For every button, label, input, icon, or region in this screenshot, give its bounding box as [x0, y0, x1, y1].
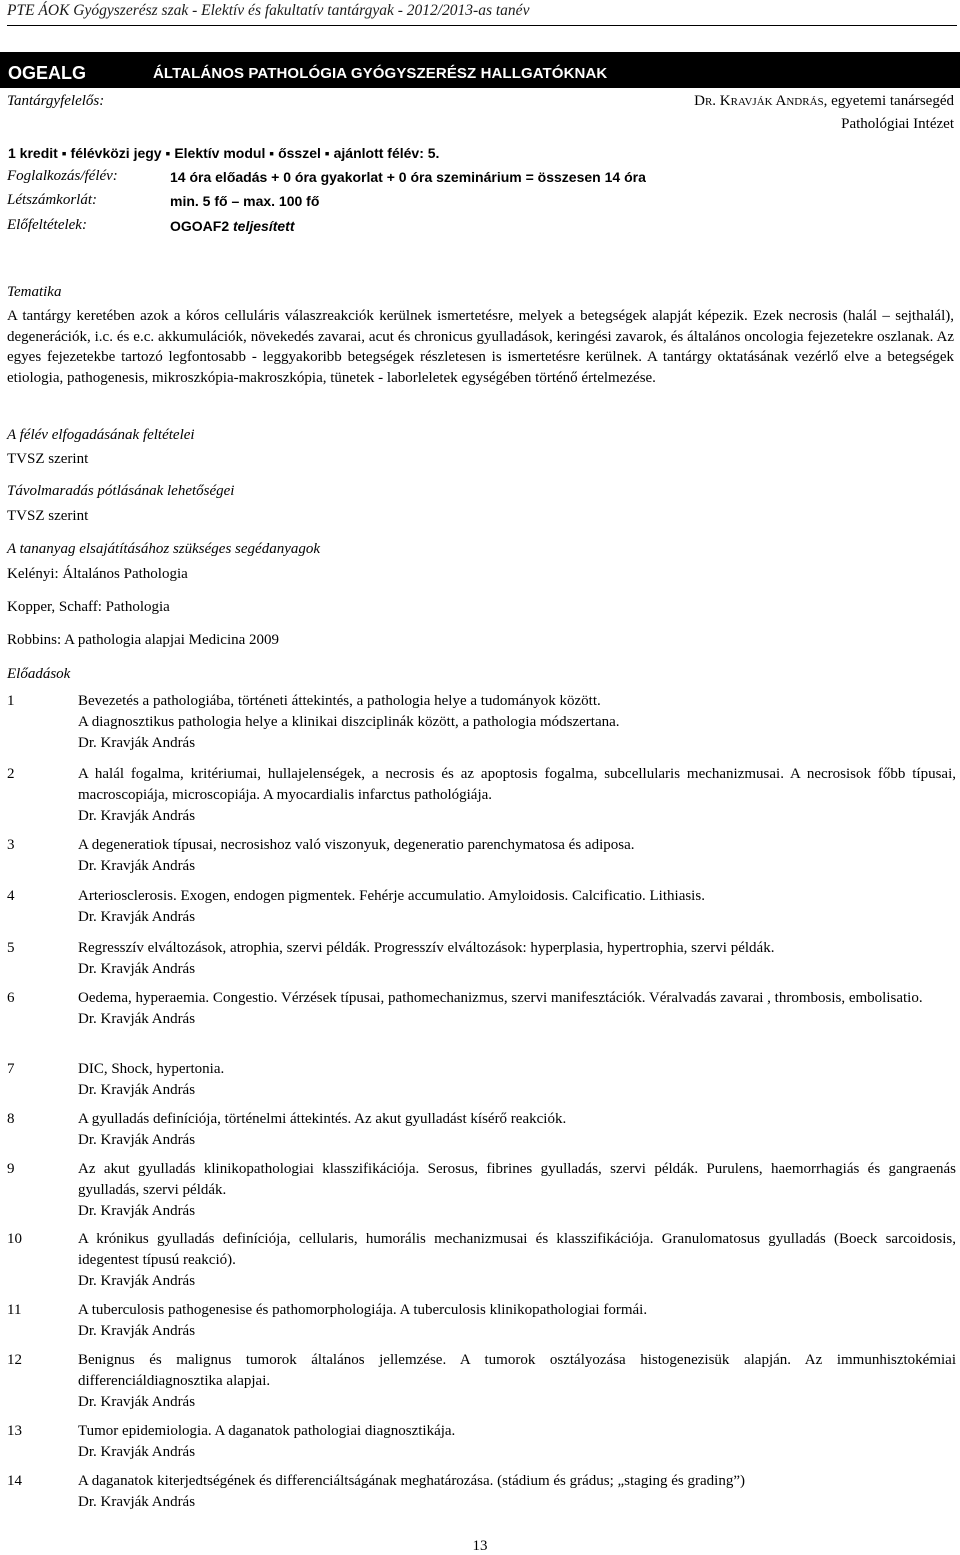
lecture-topic: A krónikus gyulladás definíciója, cellularis, humorális mechanizmusai és klasszifikációja. Granulomatosus gyulladás (Boeck sarcoidosis, idegentest típusú reakció). — [78, 1231, 956, 1268]
lecturer-name: Dr. Kravják András — [78, 1202, 196, 1219]
lecturer-name: Dr. Kravják András — [78, 807, 196, 824]
prereq-code: OGOAF2 — [170, 218, 230, 234]
hours-label: Foglalkozás/félév: — [7, 168, 118, 184]
lecturer-name: Dr. Kravják András — [78, 1010, 196, 1027]
lecturer-name: Dr. Kravják András — [78, 1081, 196, 1098]
course-title-bar — [0, 52, 960, 88]
lecturer-name: Dr. Kravják András — [78, 1493, 196, 1510]
lecture-topic: Regresszív elváltozások, atrophia, szervi példák. Progresszív elváltozások: hyperplasia, hypertrophia, szervi példák. — [78, 940, 775, 956]
prereq-status: teljesített — [233, 218, 295, 234]
responsible-role: , egyetemi tanársegéd — [823, 93, 954, 109]
lecture-number: 2 — [7, 766, 15, 782]
lecture-topic: Arteriosclerosis. Exogen, endogen pigmentek. Fehérje accumulatio. Amyloidosis. Calcificatio. Lithiasis. — [78, 888, 705, 904]
responsible-label: Tantárgyfelelős: — [7, 93, 105, 109]
lecturer-name: Dr. Kravják András — [78, 1131, 196, 1148]
lecture-topic: DIC, Shock, hypertonia. — [78, 1061, 225, 1077]
lecture-number: 6 — [7, 990, 15, 1006]
course-info-line: 1 kredit ▪ félévközi jegy ▪ Elektív modul ▪ ősszel ▪ ajánlott félév: 5. — [8, 145, 440, 161]
lecture-number: 4 — [7, 888, 15, 904]
lecturer-name: Dr. Kravják András — [78, 908, 196, 925]
running-header: PTE ÁOK Gyógyszerész szak - Elektív és fakultatív tantárgyak - 2012/2013-as tanév — [7, 2, 957, 26]
lecture-topic: A tuberculosis pathogenesise és pathomorphologiája. A tuberculosis klinikopathologiai formái. — [78, 1302, 648, 1318]
lecture-topic: A gyulladás definíciója, történelmi áttekintés. Az akut gyulladást kísérő reakciók. — [78, 1111, 567, 1127]
lecture-topic: Bevezetés a pathologiába, történeti áttekintés, a pathologia helye a tudományok között. — [78, 693, 601, 709]
lecture-topic: Oedema, hyperaemia. Congestio. Vérzések típusai, pathomechanizmus, szervi manifesztációk. Véralvadás zavarai , thrombosis, embolisatio. — [78, 990, 923, 1006]
lecture-number: 14 — [7, 1473, 22, 1489]
prereq-label: Előfeltételek: — [7, 217, 87, 233]
lecture-number: 10 — [7, 1231, 22, 1247]
lecture-topic: A daganatok kiterjedtségének és differenciáltságának meghatározása. (stádium és grádus; „staging és grading”) — [78, 1473, 745, 1489]
lecture-number: 5 — [7, 940, 15, 956]
course-code: OGEALG — [8, 63, 87, 83]
responsible-name: Dr. Kravják András — [694, 93, 824, 109]
lecture-number: 8 — [7, 1111, 15, 1127]
lecturer-name: Dr. Kravják András — [78, 1272, 196, 1289]
lecture-number: 3 — [7, 837, 15, 853]
lecture-number: 13 — [7, 1423, 22, 1439]
absence-value: TVSZ szerint — [7, 508, 89, 524]
lecture-topic-continued: A diagnosztikus pathologia helye a klinikai diszciplinák között, a pathologia módszertana. — [78, 713, 620, 730]
responsible-person — [694, 93, 954, 110]
lecturer-name: Dr. Kravják András — [78, 734, 196, 751]
lecturer-name: Dr. Kravják András — [78, 857, 196, 874]
lectures-heading: Előadások — [7, 666, 71, 682]
lecturer-name: Dr. Kravják András — [78, 1393, 196, 1410]
lecture-number: 12 — [7, 1352, 22, 1368]
lecturer-name: Dr. Kravják András — [78, 960, 196, 977]
limit-label: Létszámkorlát: — [7, 192, 97, 208]
lecture-topic: A halál fogalma, kritériumai, hullajelenségek, a necrosis és az apoptosis fogalma, subcellularis mechanizmusai. A necrosisok főbb típusai, macroscopiája, microscopiája. A myocardialis infarctus pathológiája. — [78, 766, 956, 803]
lecture-number: 7 — [7, 1061, 15, 1077]
material-item: Kelényi: Általános Pathologia — [7, 566, 188, 582]
lecture-number: 1 — [7, 693, 15, 709]
material-item: Robbins: A pathologia alapjai Medicina 2009 — [7, 632, 280, 648]
prereq-value — [170, 218, 294, 234]
lecture-number: 11 — [7, 1302, 22, 1318]
page-number: 13 — [472, 1538, 488, 1554]
lecturer-name: Dr. Kravják András — [78, 1322, 196, 1339]
lecturer-name: Dr. Kravják András — [78, 1443, 196, 1460]
lecture-topic: A degeneratiok típusai, necrosishoz való viszonyuk, degeneratio parenchymatosa és adiposa. — [78, 837, 635, 853]
hours-value: 14 óra előadás + 0 óra gyakorlat + 0 óra szeminárium = összesen 14 óra — [170, 169, 646, 185]
tematika-heading: Tematika — [7, 284, 62, 300]
requirements-heading: A félév elfogadásának feltételei — [7, 427, 195, 443]
requirements-value: TVSZ szerint — [7, 451, 89, 467]
course-title: ÁLTALÁNOS PATHOLÓGIA GYÓGYSZERÉSZ HALLGATÓKNAK — [153, 65, 608, 82]
absence-heading: Távolmaradás pótlásának lehetőségei — [7, 483, 235, 499]
lecture-topic: Tumor epidemiologia. A daganatok pathologiai diagnosztikája. — [78, 1423, 456, 1439]
lecture-topic: Benignus és malignus tumorok általános jellemzése. A tumorok osztályozása histogenezisük alapján. Az immunhisztokémiai differenciáldiagnosztika alapjai. — [78, 1352, 956, 1389]
material-item: Kopper, Schaff: Pathologia — [7, 599, 170, 615]
tematika-text: A tantárgy keretében azok a kóros celluláris válaszreakciók kerülnek ismertetésre, melyek a betegségek alapját képezik. Ezek necrosis (halál – sejthalál), degenerációk, i.c. és e.c. akkumulációk, növekedés zavarai, acut és chronicus gyulladások, keringési zavarok, és általános oncologia fejezetekre oszlanak. Az egyes fejezetekbe tartozó legfontosabb - leggyakoribb betegségek részletesen is ismertetésre kerülnek. A tantárgy oktatásának vezérlő elve a betegségek etiologia, pathogenesis, mikroszkópia-makroszkópia, tünetek - laborleletek egységében történő értelmezése. — [7, 308, 954, 386]
lecture-topic: Az akut gyulladás klinikopathologiai klasszifikációja. Serosus, fibrines gyulladás, szervi példák. Purulens, haemorrhagiás és gangraenás gyulladás, szervi példák. — [78, 1161, 956, 1198]
materials-heading: A tananyag elsajátításához szükséges segédanyagok — [7, 541, 321, 557]
limit-value: min. 5 fő – max. 100 fő — [170, 193, 320, 209]
responsible-institute: Pathológiai Intézet — [841, 116, 954, 132]
lecture-number: 9 — [7, 1161, 15, 1177]
